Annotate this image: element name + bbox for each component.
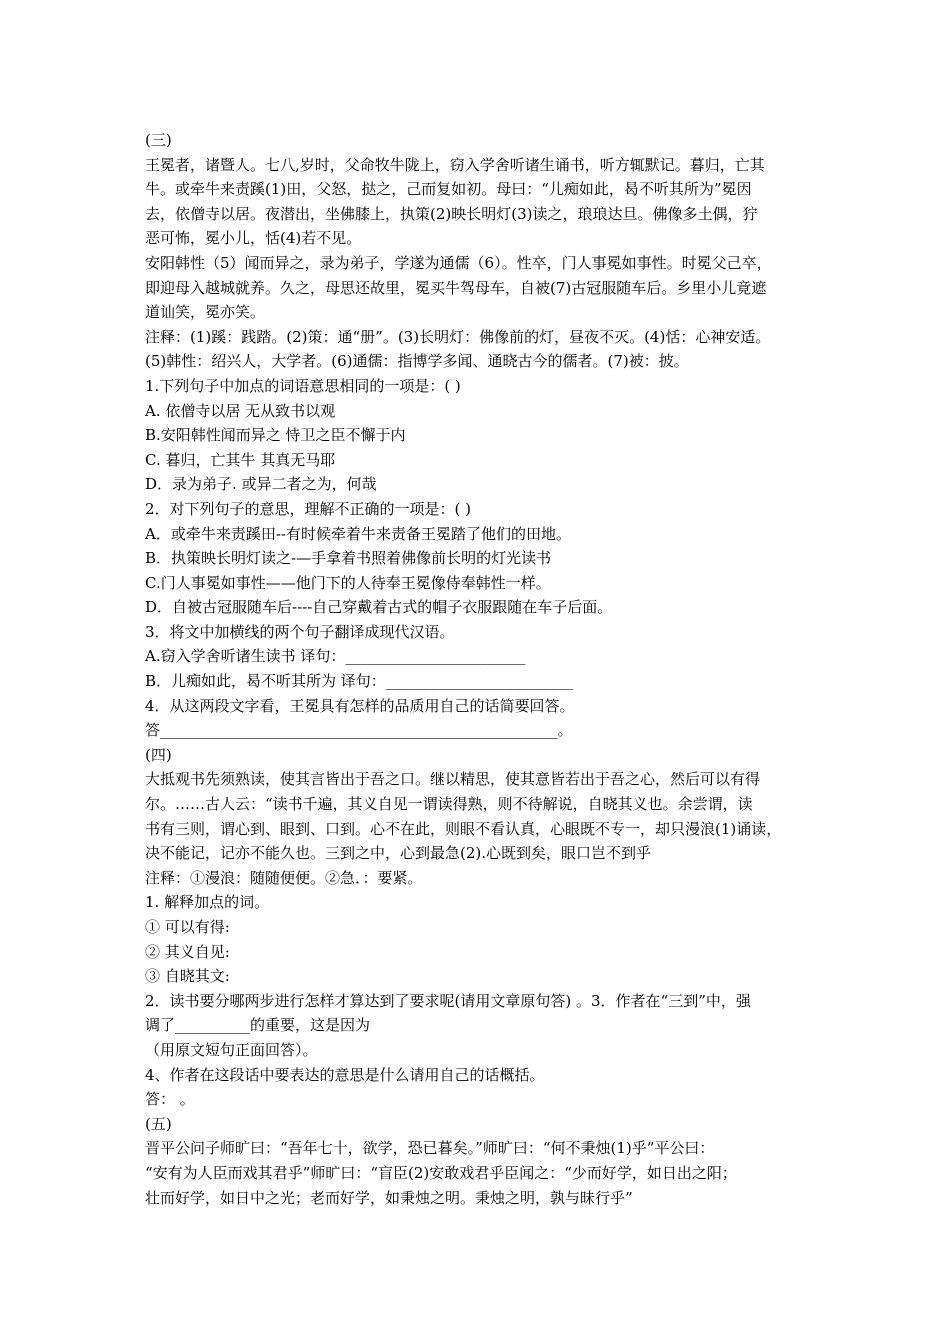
passage-line: 尔。……古人云：“读书千遍，其义自见一谓读得熟，则不待解说，自晓其义也。余尝谓，读: [145, 795, 753, 814]
question-2-3: 2．读书要分哪两步进行怎样才算达到了要求呢(请用文章原句答) 。3．作者在“三到”中，强: [145, 991, 751, 1010]
annotation-line: 注释：(1)蹊：践踏。(2)策：通“册”。(3)长明灯：佛像前的灯，昼夜不灭。(4)恬：心神安适。: [145, 327, 771, 346]
section-heading-3: (三): [145, 131, 172, 149]
question-4: 4、作者在这段话中要表达的意思是什么请用自己的话概括。: [145, 1065, 545, 1084]
document-page: [145, 128, 810, 1210]
option-b: B.安阳韩性闻而异之 恃卫之臣不懈于内: [145, 426, 406, 445]
sub-item-2: ② 其义自见:: [145, 942, 230, 961]
answer-line: 答： 。: [145, 1090, 195, 1109]
passage-line: 牛。或牵牛来责蹊(1)田，父怒，挞之，己而复如初。母曰：“儿痴如此，曷不听其所为”冕因: [145, 180, 752, 199]
option-c: C.门人事冕如事性——他门下的人待奉王冕像侍奉韩性一样。: [145, 573, 551, 592]
question-1: 1. 解释加点的词。: [145, 893, 270, 912]
question-4: 4．从这两段文字看，王冕具有怎样的品质用自己的话简要回答。: [145, 696, 575, 715]
option-d: D．录为弟子. 或异二者之为，何哉: [145, 475, 377, 494]
option-d: D．自被古冠服随车后----自己穿戴着古式的帽子衣服跟随在车子后面。: [145, 598, 613, 617]
passage-line: 道讪笑，冕亦笑。: [145, 303, 266, 322]
option-b: B．执策映长明灯读之-—手拿着书照着佛像前长明的灯光读书: [145, 549, 552, 568]
option-a: A．或牵牛来责蹊田--有时候牵着牛来责备王冕踏了他们的田地。: [145, 524, 571, 543]
passage-line: 书有三则，谓心到、眼到、口到。心不在此，则眼不看认真，心眼既不专一，却只漫浪(1)诵读，: [145, 819, 782, 838]
passage-line: 壮而好学，如日中之光；老而好学，如秉烛之明。秉烛之明，孰与昧行乎”: [145, 1188, 633, 1207]
passage-line: 恶可怖，冕小儿，恬(4)若不见。: [145, 229, 362, 248]
question-1: 1.下列句子中加点的词语意思相同的一项是：( ): [145, 376, 461, 395]
option-c: C. 暮归，亡其牛 其真无马耶: [145, 450, 336, 469]
sub-item-1: ① 可以有得:: [145, 918, 230, 936]
passage-line: 晋平公问子师旷曰：“吾年七十，欲学，恐已暮矣。”师旷曰：“何不秉烛(1)乎”平公曰：: [145, 1139, 715, 1158]
passage-line: 王冕者，诸暨人。七八,岁时，父命牧牛陇上，窃入学舍听诸生诵书，听方辄默记。暮归，亡其: [145, 155, 765, 174]
passage-line: 安阳韩性（5）闻而异之，录为弟子，学遂为通儒（6）。性卒，门人事冕如事性。时冕父己卒，: [145, 253, 772, 272]
translation-blank-b: B．儿痴如此，曷不听其所为 译句：_________________________: [145, 672, 574, 691]
answer-blank: 答_____________________________________________________。: [145, 721, 573, 740]
question-3-blank: 调了__________的重要，这是因为: [145, 1016, 371, 1035]
passage-line: 大抵观书先须熟读，使其言皆出于吾之口。继以精思，使其意皆若出于吾之心，然后可以有得: [145, 770, 761, 789]
annotation-line: 注释：①漫浪：随随便便。②急．：要紧。: [145, 868, 423, 887]
section-heading-5: (五): [145, 1114, 172, 1133]
question-3: 3．将文中加横线的两个句子翻译成现代汉语。: [145, 622, 455, 641]
translation-blank-a: A.窃入学舍听诸生读书 译句：________________________: [145, 647, 526, 666]
passage-line: 即迎母入越城就养。久之，母思还故里，冕买牛驾母车，自被(7)古冠服随车后。乡里小儿竟遮: [145, 278, 767, 297]
passage-line: “安有为人臣而戏其君乎”师旷曰：“盲臣(2)安敢戏君乎臣闻之：“少而好学，如日出之阳；: [145, 1163, 737, 1182]
annotation-line: (5)韩性：绍兴人，大学者。(6)通儒：指博学多闻、通晓古今的儒者。(7)被：披。: [145, 352, 689, 371]
passage-line: 决不能记，记亦不能久也。三到之中，心到最急(2).心既到矣，眼口岂不到乎: [145, 844, 652, 863]
question-2: 2．对下列句子的意思，理解不正确的一项是：( ): [145, 499, 472, 518]
question-3-note: （用原文短句正面回答）。: [145, 1040, 318, 1059]
sub-item-3: ③ 自晓其文:: [145, 967, 230, 986]
section-heading-4: (四): [145, 745, 172, 764]
option-a: A. 依僧寺以居 无从致书以观: [145, 401, 336, 420]
passage-line: 去，依僧寺以居。夜潜出，坐佛膝上，执策(2)映长明灯(3)读之，琅琅达旦。佛像多土偶，狞: [145, 204, 758, 223]
